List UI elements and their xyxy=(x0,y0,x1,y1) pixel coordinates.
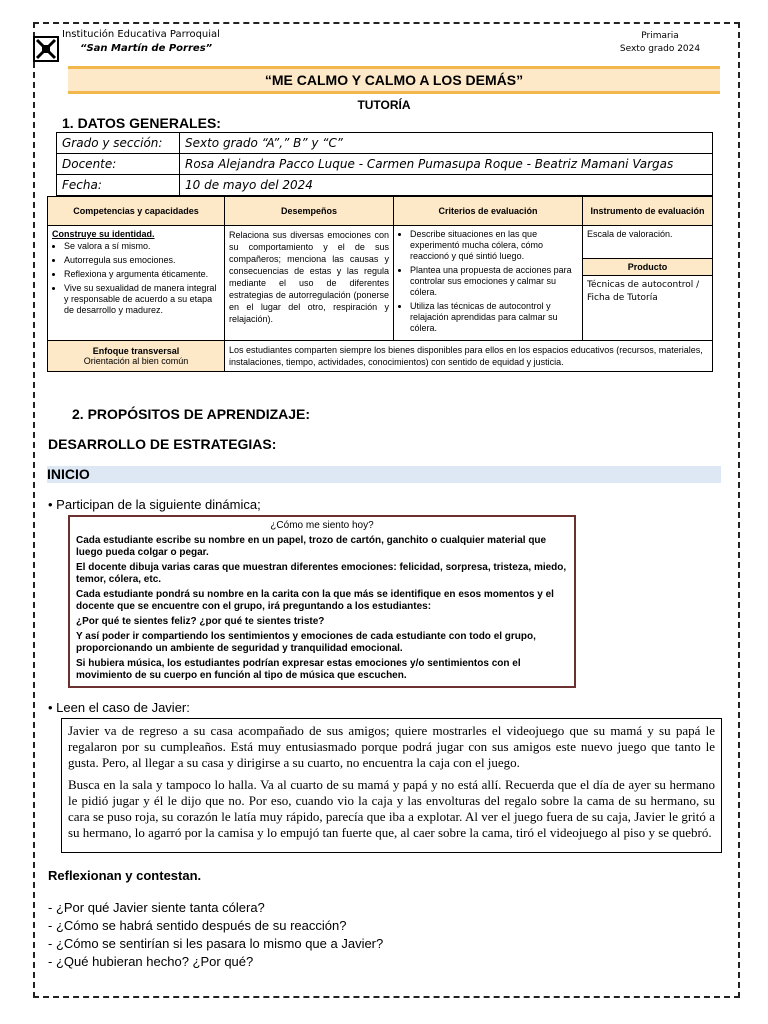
list-item: • Utiliza las técnicas de autocontrol y relajación aprendidas para calmar su cólera. xyxy=(410,301,578,334)
competencias-table xyxy=(47,196,713,372)
bullet-text: Participan de la siguiente dinámica; xyxy=(56,497,261,512)
question-item: - ¿Qué hubieran hecho? ¿Por qué? xyxy=(48,954,254,969)
story-paragraph: Javier va de regreso a su casa acompañado de sus amigos; quiere mostrarles el videojuego que su mamá y su papá le regalaron por su cumpleaños. Está muy entusiasmado porque podrá jugar con sus amigos este nuevo juego que tanto le gusta. Pero, al llegar a su casa y dirigirse a su cuarto, no encuentra la caja con el juego. xyxy=(68,723,715,770)
instrumento-cell: Escala de valoración. xyxy=(583,226,713,259)
dynamic-box xyxy=(68,515,576,688)
docente-value: Rosa Alejandra Pacco Luque - Carmen Pumasupa Roque - Beatriz Mamani Vargas xyxy=(180,154,713,175)
level-label: Primaria xyxy=(641,31,679,41)
producto-cell xyxy=(583,259,713,341)
fecha-value: 10 de mayo del 2024 xyxy=(180,175,713,196)
producto-value: Técnicas de autocontrol / Ficha de Tutoría xyxy=(587,280,700,303)
competencias-cell xyxy=(48,226,225,341)
table-row xyxy=(57,175,713,196)
grado-value: Sexto grado “A”,” B” y “C” xyxy=(180,133,713,154)
section-propositos: 2. PROPÓSITOS DE APRENDIZAJE: xyxy=(72,406,311,422)
bullet-text: Leen el caso de Javier: xyxy=(56,700,190,715)
header-competencias: Competencias y capacidades xyxy=(48,197,225,226)
header-institution xyxy=(62,28,220,56)
list-item: • Se valora a sí mismo. xyxy=(64,241,220,252)
bullet-icon: • xyxy=(48,700,57,715)
capacidades-list xyxy=(52,241,220,316)
school-crest-icon xyxy=(33,36,59,62)
reflexionan-heading: Reflexionan y contestan. xyxy=(48,868,202,883)
dynamic-paragraph: ¿Por qué te sientes feliz? ¿por qué te sientes triste? xyxy=(76,616,325,627)
school-name: “San Martín de Porres” xyxy=(80,43,213,54)
dynamic-paragraph: Cada estudiante escribe su nombre en un papel, trozo de cartón, ganchito o cualquier material que luego pueda colgar o pegar. xyxy=(76,535,547,558)
table-row xyxy=(48,341,713,372)
fecha-label: Fecha: xyxy=(57,175,180,196)
criterios-cell xyxy=(394,226,583,341)
list-item: • Describe situaciones en las que experimentó mucha cólera, cómo reaccionó y qué sintió luego. xyxy=(410,229,578,262)
dynamic-question: ¿Cómo me siento hoy? xyxy=(270,520,374,531)
general-data-table xyxy=(56,132,713,196)
enfoque-cell xyxy=(48,341,225,372)
criterios-list xyxy=(398,229,578,334)
list-item: • Plantea una propuesta de acciones para controlar sus emociones y calmar su cólera. xyxy=(410,265,578,298)
question-item: - ¿Cómo se sentirían si les pasara lo mismo que a Javier? xyxy=(48,936,384,951)
institution-name: Institución Educativa Parroquial xyxy=(62,29,220,40)
page-subtitle: TUTORÍA xyxy=(357,98,411,112)
producto-label: Producto xyxy=(583,259,712,276)
desempeno-cell: Relaciona sus diversas emociones con su comportamiento y el de sus compañeros; menciona las causas y consecuencias de estas y las regula mediante el uso de diferentes estrategias de autorregulación (ponerse en el lugar del otro, respiración y relajación). xyxy=(225,226,394,341)
docente-label: Docente: xyxy=(57,154,180,175)
inicio-label: INICIO xyxy=(47,466,90,482)
enfoque-subtitle: Orientación al bien común xyxy=(83,356,189,366)
questions-list xyxy=(48,899,383,971)
bullet-icon: • xyxy=(48,497,57,512)
dynamic-paragraph: El docente dibuja varias caras que muestran diferentes emociones: felicidad, sorpresa, tristeza, miedo, temor, cólera, etc. xyxy=(76,562,567,585)
grado-label: Grado y sección: xyxy=(57,133,180,154)
enfoque-title: Enfoque transversal xyxy=(92,346,180,356)
enfoque-text: Los estudiantes comparten siempre los bienes disponibles para ellos en los espacios educativos (recursos, materiales, instalaciones, tiempo, actividades, conocimientos) con sentido de equidad y justicia. xyxy=(225,341,713,372)
dynamic-paragraph: Y así poder ir compartiendo los sentimientos y emociones de cada estudiante con todo el grupo, proporcionando un ambiente de seguridad y tranquilidad emocional. xyxy=(76,631,536,654)
question-item: - ¿Cómo se habrá sentido después de su reacción? xyxy=(48,918,347,933)
list-item: • Vive su sexualidad de manera integral y responsable de acuerdo a su etapa de desarrollo y madurez. xyxy=(64,283,220,316)
page-title: “ME CALMO Y CALMO A LOS DEMÁS” xyxy=(68,66,720,94)
header-desempenos: Desempeños xyxy=(225,197,394,226)
header-instrumento: Instrumento de evaluación xyxy=(583,197,713,226)
list-item: • Autorregula sus emociones. xyxy=(64,255,220,266)
list-item: • Reflexiona y argumenta éticamente. xyxy=(64,269,220,280)
table-header-row xyxy=(48,197,713,226)
dynamic-paragraph: Si hubiera música, los estudiantes podrían expresar estas emociones y/o sentimientos con el movimiento de su cuerpo en función al tipo de música que escuchen. xyxy=(76,658,521,681)
bullet-dinamica xyxy=(48,497,261,512)
competencia-title: Construye su identidad. xyxy=(52,229,155,239)
story-box xyxy=(61,718,722,853)
bullet-caso xyxy=(48,700,190,715)
header-grade xyxy=(600,30,720,56)
table-row xyxy=(48,226,713,259)
section-datos-generales: 1. DATOS GENERALES: xyxy=(62,115,221,131)
table-row xyxy=(57,154,713,175)
story-paragraph: Busca en la sala y tampoco lo halla. Va al cuarto de su mamá y papá y no está allí. Recuerda que el día de ayer su hermano le pidió jugar y él le dijo que no. Por eso, cuando vio la caja y las envolturas del regalo sobre la cama de su hermano, su cara se puso roja, su corazón le latía muy rápido, parecía que iba a explotar. Al ver el juego fuera de su caja, Javier le gritó a su hermano, lo agarró por la camisa y lo empujó tan fuerte que, al caer sobre la cama, tiró el videojuego al piso y se quebró. xyxy=(68,777,715,840)
header-criterios: Criterios de evaluación xyxy=(394,197,583,226)
dynamic-paragraph: Cada estudiante pondrá su nombre en la carita con la que más se identifique en esos momentos y el docente que se encuentre con el grupo, irá preguntando a los estudiantes: xyxy=(76,589,554,612)
grade-year-label: Sexto grado 2024 xyxy=(619,44,701,54)
table-row xyxy=(57,133,713,154)
question-item: - ¿Por qué Javier siente tanta cólera? xyxy=(48,900,265,915)
section-desarrollo: DESARROLLO DE ESTRATEGIAS: xyxy=(48,436,277,452)
inicio-header xyxy=(47,466,721,483)
